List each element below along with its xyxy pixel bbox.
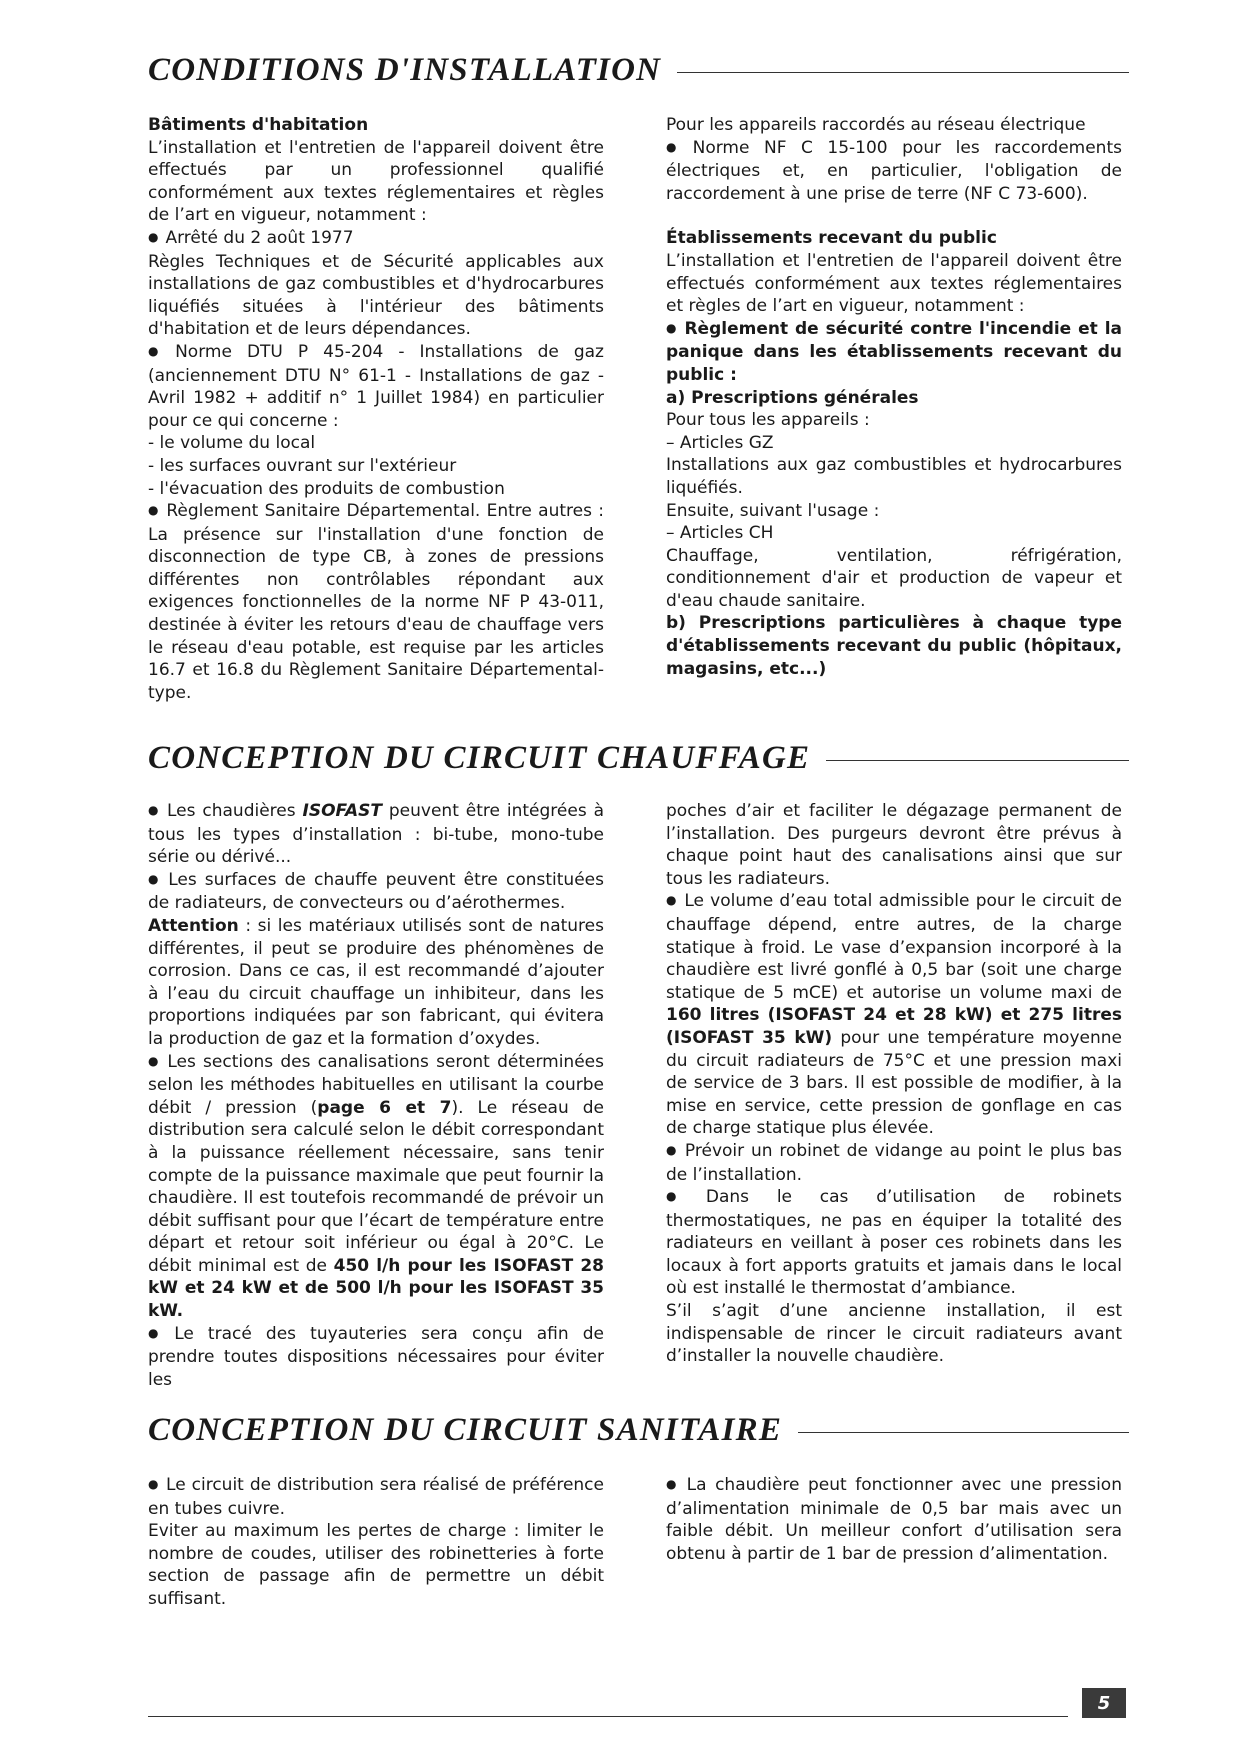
paragraph: Eviter au maximum les pertes de charge : limiter le nombre de coudes, utiliser des robinetteries à forte section de passage afin de permettre un débit suffisant.: [148, 1521, 604, 1609]
bullet-item: [148, 800, 604, 869]
bullet-item: ● Le tracé des tuyauteries sera conçu afin de prendre toutes dispositions nécessaires pour éviter les: [148, 1323, 604, 1392]
brand-isofast: ISOFAST: [302, 801, 382, 821]
subheading-prescriptions: a) Prescriptions générales: [666, 387, 919, 408]
spacer: [666, 205, 1122, 227]
paragraph: Pour les appareils raccordés au réseau électrique: [666, 115, 1086, 135]
list-item: - les surfaces ouvrant sur l'extérieur: [148, 455, 457, 476]
chauffage-right-column: [666, 800, 1122, 1368]
attention-label: Attention: [148, 915, 239, 936]
section-title-chauffage: [148, 740, 1129, 777]
heading-rule: [826, 760, 1129, 761]
installation-left-column: [148, 114, 604, 704]
subheading-batiments: Bâtiments d'habitation: [148, 115, 369, 135]
volume-maxi: 160 litres (ISOFAST 24 et 28 kW) et 275 litres (ISOFAST 35 kW): [666, 1005, 1122, 1048]
bullet-item: ● Le circuit de distribution sera réalisé de préférence en tubes cuivre.: [148, 1474, 604, 1520]
footer-rule: [148, 1716, 1068, 1717]
page-reference: page 6 et 7: [317, 1097, 452, 1118]
list-item: – Articles CH: [666, 523, 774, 544]
paragraph: Pour tous les appareils :: [666, 410, 870, 431]
bullet-item: ● Dans le cas d’utilisation de robinets thermostatiques, ne pas en équiper la totalité des radiateurs en veillant à poser ces robinets dans les locaux à fort apports gratuits et jamais dans le local où est installé le thermostat d’ambiance.: [666, 1186, 1122, 1300]
text-fragment: Les sections des canalisations seront déterminées selon les méthodes habituelles en utilisant la courbe débit / pression (: [148, 1051, 604, 1118]
text-fragment: Les chaudières: [166, 801, 296, 821]
bullet-item: [666, 890, 1122, 1140]
subheading-erp: Établissements recevant du public: [666, 228, 997, 249]
paragraph: Règles Techniques et de Sécurité applicables aux installations de gaz combustibles et d'hydrocarbures liquéfiés situées à l'intérieur des bâtiments d'habitation et de leurs dépendances.: [148, 251, 604, 340]
heading-rule: [798, 1432, 1129, 1433]
bullet-item: ● Règlement de sécurité contre l'incendie et la panique dans les établissements recevant du public :: [666, 318, 1122, 387]
bullet-item: ● Arrêté du 2 août 1977: [148, 227, 604, 251]
heading-rule: [677, 72, 1129, 73]
list-item: - l'évacuation des produits de combustion: [148, 478, 505, 499]
installation-right-column: [666, 114, 1122, 680]
chauffage-left-column: [148, 800, 604, 1391]
heading-installation: CONDITIONS D'INSTALLATION: [148, 52, 662, 88]
bullet-item: ● Les surfaces de chauffe peuvent être constituées de radiateurs, de convecteurs ou d’aérothermes.: [148, 869, 604, 915]
paragraph: S’il s’agit d’une ancienne installation, il est indispensable de rincer le circuit radiateurs avant d’installer la nouvelle chaudière.: [666, 1301, 1122, 1367]
subheading-prescriptions-particulieres: b) Prescriptions particulières à chaque type d'établissements recevant du public (hôpitaux, magasins, etc...): [666, 613, 1122, 679]
heading-sanitaire: CONCEPTION DU CIRCUIT SANITAIRE: [148, 1412, 783, 1448]
bullet-item: ● La chaudière peut fonctionner avec une pression d’alimentation minimale de 0,5 bar mais avec un faible débit. Un meilleur confort d’utilisation sera obtenu à partir de 1 bar de pression d’alimentation.: [666, 1474, 1122, 1565]
sanitaire-right-column: [666, 1474, 1122, 1565]
text-fragment: Le volume d’eau total admissible pour le circuit de chauffage dépend, entre autres, de la charge statique à froid. Le vase d’expansion incorporé à la chaudière est livré gonflé à 0,5 bar (soit une charge statique de 5 mCE) et autorise un volume maxi de: [666, 891, 1122, 1003]
text-fragment: : si les matériaux utilisés sont de natures différentes, il peut se produire des phénomènes de corrosion. Dans ce cas, il est recommandé d’ajouter à l’eau du circuit chauffage un inhibiteur, dans les proportions indiquées par son fabricant, qui évitera la production de gaz et la formation d’oxydes.: [148, 915, 604, 1049]
list-item: – Articles GZ: [666, 432, 774, 453]
sanitaire-left-column: [148, 1474, 604, 1611]
text-fragment: peuvent être intégrées à tous les types d’installation : bi-tube, mono-tube série ou dérivé...: [148, 801, 604, 868]
section-title-sanitaire: [148, 1412, 1129, 1449]
section-title-installation: [148, 52, 1129, 89]
bullet-item: ● Norme NF C 15-100 pour les raccordements électriques et, en particulier, l'obligation de raccordement à une prise de terre (NF C 73-600).: [666, 137, 1122, 206]
bullet-item: ● Prévoir un robinet de vidange au point le plus bas de l’installation.: [666, 1140, 1122, 1186]
text-fragment: pour une température moyenne du circuit radiateurs de 75°C et une pression maxi de service de 3 bars. Il est possible de modifier, à la mise en service, cette pression de gonflage en cas de charge statique plus élevée.: [666, 1027, 1122, 1139]
bullet-item: ● Règlement Sanitaire Départemental. Entre autres : La présence sur l'installation d'une fonction de disconnection de type CB, à zones de pressions différentes non contrôlables répondant aux exigences fonctionnelles de la norme NF P 43-011, destinée à éviter les retours d'eau de chauffage vers le réseau d'eau potable, est requise par les articles 16.7 et 16.8 du Règlement Sanitaire Départemental-type.: [148, 500, 604, 704]
paragraph: Ensuite, suivant l'usage :: [666, 500, 880, 521]
text-fragment: ). Le réseau de distribution sera calculé selon le débit correspondant à la puissance réellement nécessaire, sans tenir compte de la puissance maximale que peut fournir la chaudière. Il est toutefois recommandé de prévoir un débit suffisant pour que l’écart de température entre départ et retour soit inférieur ou égal à 20°C. Le débit minimal est de: [148, 1097, 604, 1276]
list-item: - le volume du local: [148, 433, 316, 454]
paragraph: L’installation et l'entretien de l'appareil doivent être effectués conformément aux textes réglementaires et règles de l’art en vigueur, notamment :: [666, 250, 1122, 317]
bullet-item: ● Norme DTU P 45-204 - Installations de gaz (anciennement DTU N° 61-1 - Installations de gaz - Avril 1982 + additif n° 1 Juillet 1984) en particulier pour ce qui concerne :: [148, 341, 604, 432]
paragraph: L’installation et l'entretien de l'appareil doivent être effectués par un professionnel qualifié conformément aux textes réglementaires et règles de l’art en vigueur, notamment :: [148, 137, 604, 226]
paragraph: [148, 915, 604, 1051]
paragraph: poches d’air et faciliter le dégazage permanent de l’installation. Des purgeurs devront être prévus à chaque point haut des canalisations ainsi que sur tous les radiateurs.: [666, 801, 1122, 889]
paragraph: Chauffage, ventilation, réfrigération, conditionnement d'air et production de vapeur et d'eau chaude sanitaire.: [666, 545, 1122, 611]
paragraph: Installations aux gaz combustibles et hydrocarbures liquéfiés.: [666, 455, 1122, 498]
heading-chauffage: CONCEPTION DU CIRCUIT CHAUFFAGE: [148, 740, 811, 776]
debit-minimal: 450 l/h pour les ISOFAST 28 kW et 24 kW et de 500 l/h pour les ISOFAST 35 kW.: [148, 1255, 605, 1322]
page-number: 5: [1082, 1688, 1126, 1718]
bullet-item: [148, 1051, 604, 1323]
